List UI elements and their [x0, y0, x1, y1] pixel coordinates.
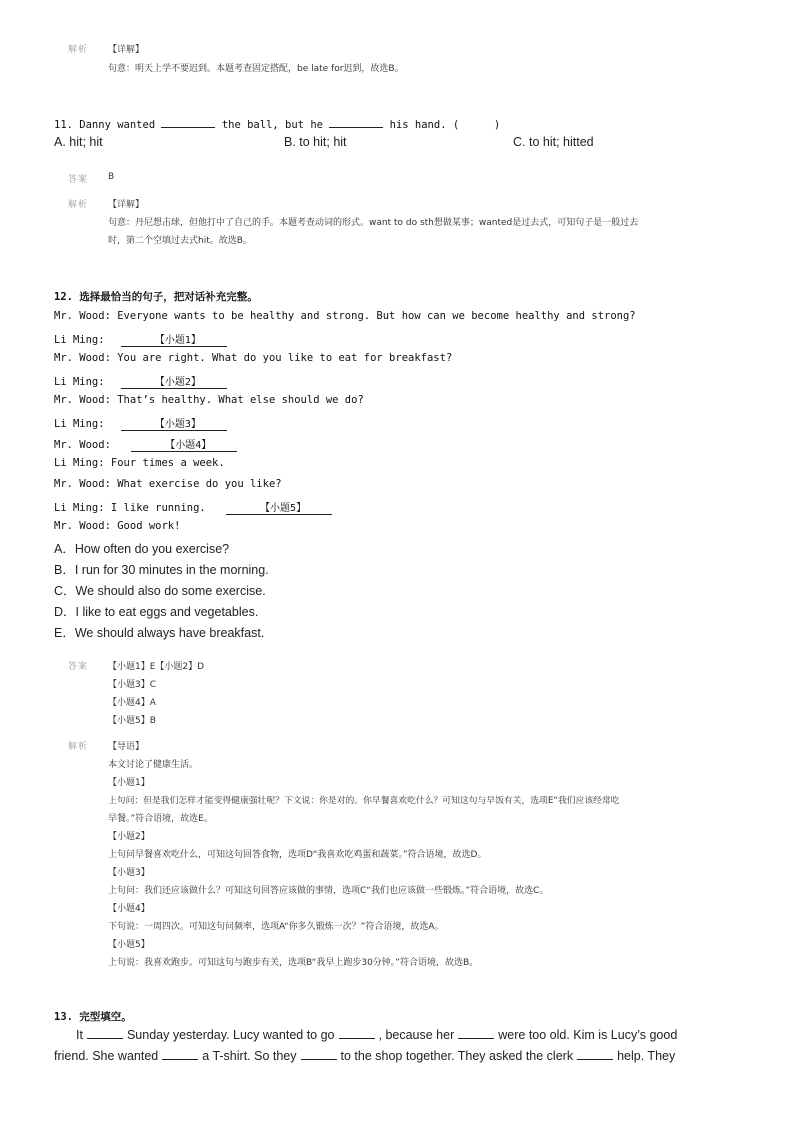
answer-label: 答案	[68, 175, 89, 185]
dialogue-line: Mr. Wood: Everyone wants to be healthy and strong. But how can we become healthy and strong?	[54, 310, 636, 322]
analysis-line: 下句说：一周四次。可知这句问频率，选项A“你多久锻炼一次？”符合语境，故选A。	[108, 922, 444, 932]
answer-line: 【小题5】B	[108, 716, 156, 726]
dialogue-line: Mr. Wood: What exercise do you like?	[54, 478, 282, 490]
option-item: A．How often do you exercise?	[54, 542, 230, 556]
option-a: A. hit; hit	[54, 135, 103, 149]
dialogue-line: Li Ming: I like running. 【小题5】	[54, 499, 332, 515]
analysis-line: 上句问：我们还应该做什么？可知这句回答应该做的事情，选项C“我们也应该做一些锻炼。”符合语境，故选C。	[108, 886, 549, 896]
analysis-label: 解析	[68, 200, 89, 210]
question-11-stem: 11. Danny wanted the ball, but he his hand. ( )	[54, 116, 500, 131]
option-item: B．I run for 30 minutes in the morning.	[54, 563, 269, 577]
dialogue-line: Mr. Wood: You are right. What do you like to eat for breakfast?	[54, 352, 453, 364]
option-b: B. to hit; hit	[284, 135, 347, 149]
dialogue-line: Li Ming: 【小题2】	[54, 373, 227, 389]
detail-line: 时，第二个空填过去式hit。故选B。	[108, 236, 252, 246]
dialogue-line: Li Ming: Four times a week.	[54, 457, 225, 469]
answer-line: 【小题3】C	[108, 680, 157, 690]
detail-line: 句意：丹尼想击球，但他打中了自己的手。本题考查动词的形式。want to do sth想做某事；wanted是过去式，可知句子是一般过去	[108, 218, 639, 228]
dialogue-line: Mr. Wood: Good work!	[54, 520, 181, 532]
analysis-line: 上句说：我喜欢跑步。可知这句与跑步有关，选项B“我早上跑步30分钟。”符合语境，故选B。	[108, 958, 479, 968]
cloze-line: It Sunday yesterday. Lucy wanted to go , because her were too old. Kim is Lucy’s good	[76, 1028, 678, 1042]
analysis-line: 【小题4】	[108, 904, 150, 914]
analysis-label: 解析	[68, 742, 89, 752]
option-c: C. to hit; hitted	[513, 135, 594, 149]
dialogue-line: Li Ming: 【小题1】	[54, 331, 227, 347]
cloze-line: friend. She wanted a T-shirt. So they to the shop together. They asked the clerk help. They	[54, 1049, 676, 1063]
dialogue-line: Mr. Wood: 【小题4】	[54, 436, 237, 452]
analysis-line: 【小题2】	[108, 832, 150, 842]
detail-tag: 【详解】	[108, 200, 145, 210]
analysis-line: 上句问早餐喜欢吃什么，可知这句回答食物，选项D“我喜欢吃鸡蛋和蔬菜。”符合语境，故选D。	[108, 850, 487, 860]
analysis-line: 本文讨论了健康生活。	[108, 760, 199, 770]
option-item: E．We should always have breakfast.	[54, 626, 265, 640]
option-item: D．I like to eat eggs and vegetables.	[54, 605, 259, 619]
detail-text: 句意：明天上学不要迟到。本题考查固定搭配，be late for迟到，故选B。	[108, 64, 404, 74]
analysis-line: 【导语】	[108, 742, 145, 752]
analysis-line: 【小题5】	[108, 940, 150, 950]
analysis-label: 解析	[68, 45, 89, 55]
analysis-line: 【小题3】	[108, 868, 150, 878]
detail-tag: 【详解】	[108, 45, 145, 55]
dialogue-line: Li Ming: 【小题3】	[54, 415, 227, 431]
question-12-title: 12. 选择最恰当的句子，把对话补充完整。	[54, 291, 258, 303]
answer-label: 答案	[68, 662, 89, 672]
analysis-line: 上句问：但是我们怎样才能变得健康强壮呢？下文说：你是对的。你早餐喜欢吃什么？可知这句与早饭有关，选项E“我们应该经常吃	[108, 796, 620, 806]
answer-line: 【小题4】A	[108, 698, 156, 708]
analysis-line: 【小题1】	[108, 778, 150, 788]
option-item: C．We should also do some exercise.	[54, 584, 266, 598]
answer-line: 【小题1】E【小题2】D	[108, 662, 205, 672]
answer-value: B	[108, 172, 115, 182]
analysis-line: 早餐。”符合语境，故选E。	[108, 814, 213, 824]
dialogue-line: Mr. Wood: That’s healthy. What else should we do?	[54, 394, 364, 406]
question-13-title: 13. 完型填空。	[54, 1011, 132, 1023]
